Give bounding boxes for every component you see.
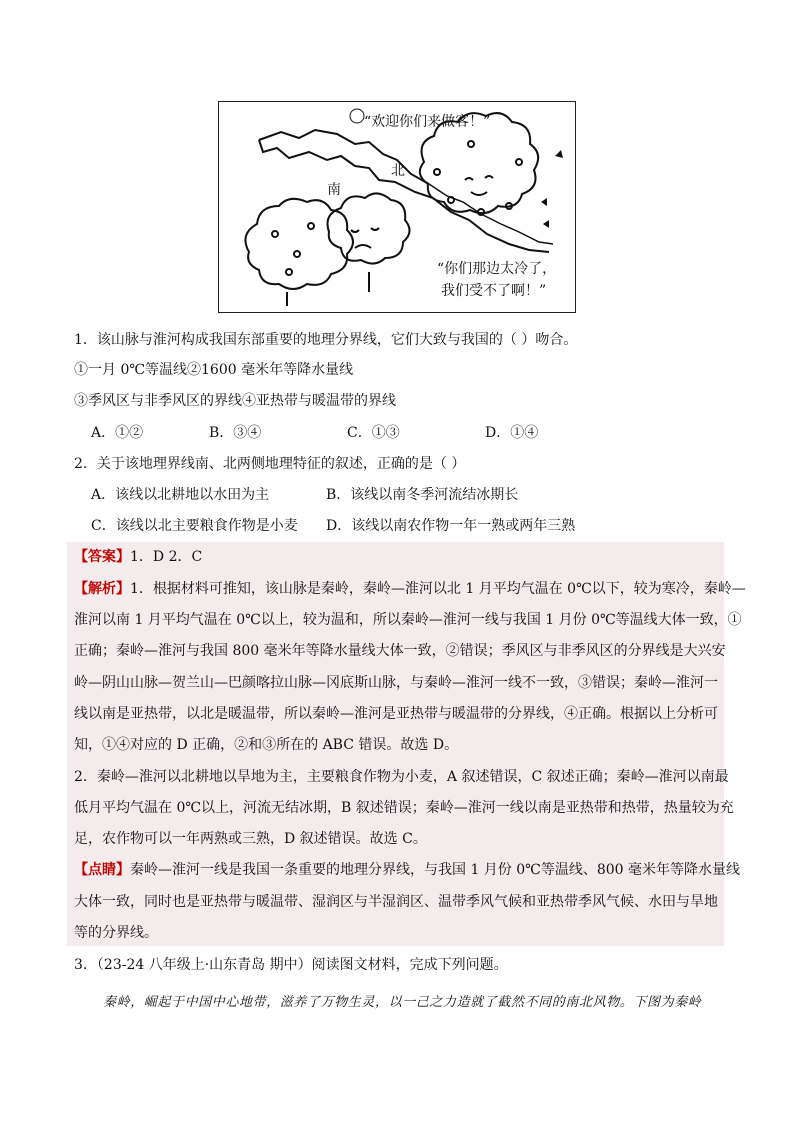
analysis-line: 岭—阴山山脉—贺兰山—巴颜喀拉山脉—冈底斯山脉，与秦岭—淮河一线不一致，③错误；秦岭—淮河一 <box>74 675 718 691</box>
comment-line: 大体一致，同时也是亚热带与暖温带、湿润区与半湿润区、温带季风气候和亚热带季风气候、水田与旱地 <box>74 894 718 910</box>
analysis-line-text: 1．根据材料可推知，该山脉是秦岭，秦岭—淮河以北 1 月平均气温在 0℃以下，较为寒冷，秦岭— <box>130 581 746 597</box>
q2-option-b: B．该线以南冬季河流结冰期长 <box>326 487 519 503</box>
analysis-line: 知，①④对应的 D 正确，②和③所在的 ABC 错误。故选 D。 <box>74 737 459 753</box>
q1-option-d: D．①④ <box>485 425 539 441</box>
q1-option-a: A．①② <box>91 425 144 441</box>
analysis-line: 低月平均气温在 0℃以上，河流无结冰期，B 叙述错误；秦岭—淮河一线以南是亚热带和热带，热量较为充 <box>74 800 734 816</box>
analysis-tag: 【解析】 <box>74 581 130 597</box>
q2-option-c: C．该线以北主要粮食作物是小麦 <box>91 518 298 534</box>
analysis-line: 2．秦岭—淮河以北耕地以旱地为主，主要粮食作物为小麦，A 叙述错误，C 叙述正确；秦岭—淮河以南最 <box>74 769 729 785</box>
answer-tag: 【答案】 <box>74 549 130 565</box>
q1-option-b: B．③④ <box>209 425 262 441</box>
q3-stem: 3．（23-24 八年级上·山东青岛 期中）阅读图文材料，完成下列问题。 <box>74 957 508 973</box>
q2-option-d: D．该线以南农作物一年一熟或两年三熟 <box>326 518 576 534</box>
analysis-line: 淮河以南 1 月平均气温在 0℃以上，较为温和，所以秦岭—淮河一线与我国 1 月份 0℃等温线大体一致，① <box>74 612 742 628</box>
cartoon-figure <box>218 101 576 313</box>
q3-material: 秦岭，崛起于中国中心地带，滋养了万物生灵，以一己之力造就了截然不同的南北风物。下图为秦岭 <box>103 995 702 1010</box>
speech-bottom-line1: “你们那边太冷了， <box>437 261 557 277</box>
comment-tag: 【点睛】 <box>74 862 130 878</box>
q2-stem: 2．关于该地理界线南、北两侧地理特征的叙述，正确的是（ ） <box>74 456 466 472</box>
analysis-line <box>74 582 746 596</box>
q1-item-1: ①一月 0℃等温线②1600 毫米年等降水量线 <box>74 362 354 378</box>
answer-line <box>74 550 202 564</box>
q1-option-c: C．①③ <box>347 425 400 441</box>
comment-line-text: 秦岭—淮河一线是我国一条重要的地理分界线，与我国 1 月份 0℃等温线、800 毫米年等降水量线 <box>130 862 740 878</box>
comment-line: 等的分界线。 <box>74 925 158 941</box>
speech-top: “欢迎你们来做客！” <box>364 114 491 130</box>
analysis-line: 足，农作物可以一年两熟或三熟，D 叙述错误。故选 C。 <box>74 831 427 847</box>
label-north: 北 <box>391 163 405 179</box>
label-south: 南 <box>327 182 341 198</box>
q1-item-2: ③季风区与非季风区的界线④亚热带与暖温带的界线 <box>74 393 396 409</box>
answer-text: 1．D 2．C <box>130 549 203 565</box>
q1-stem: 1．该山脉与淮河构成我国东部重要的地理分界线，它们大致与我国的（ ）吻合。 <box>74 332 578 348</box>
speech-bottom-line2: 我们受不了啊！” <box>441 283 547 299</box>
analysis-line: 正确；秦岭—淮河与我国 800 毫米年等降水量线大体一致，②错误；季风区与非季风区的分界线是大兴安 <box>74 643 726 659</box>
south-trees <box>245 193 409 306</box>
q2-option-a: A．该线以北耕地以水田为主 <box>91 487 270 503</box>
comment-line <box>74 863 740 877</box>
analysis-line: 线以南是亚热带，以北是暖温带，所以秦岭—淮河是亚热带与暖温带的分界线，④正确。根据以上分析可 <box>74 706 718 722</box>
